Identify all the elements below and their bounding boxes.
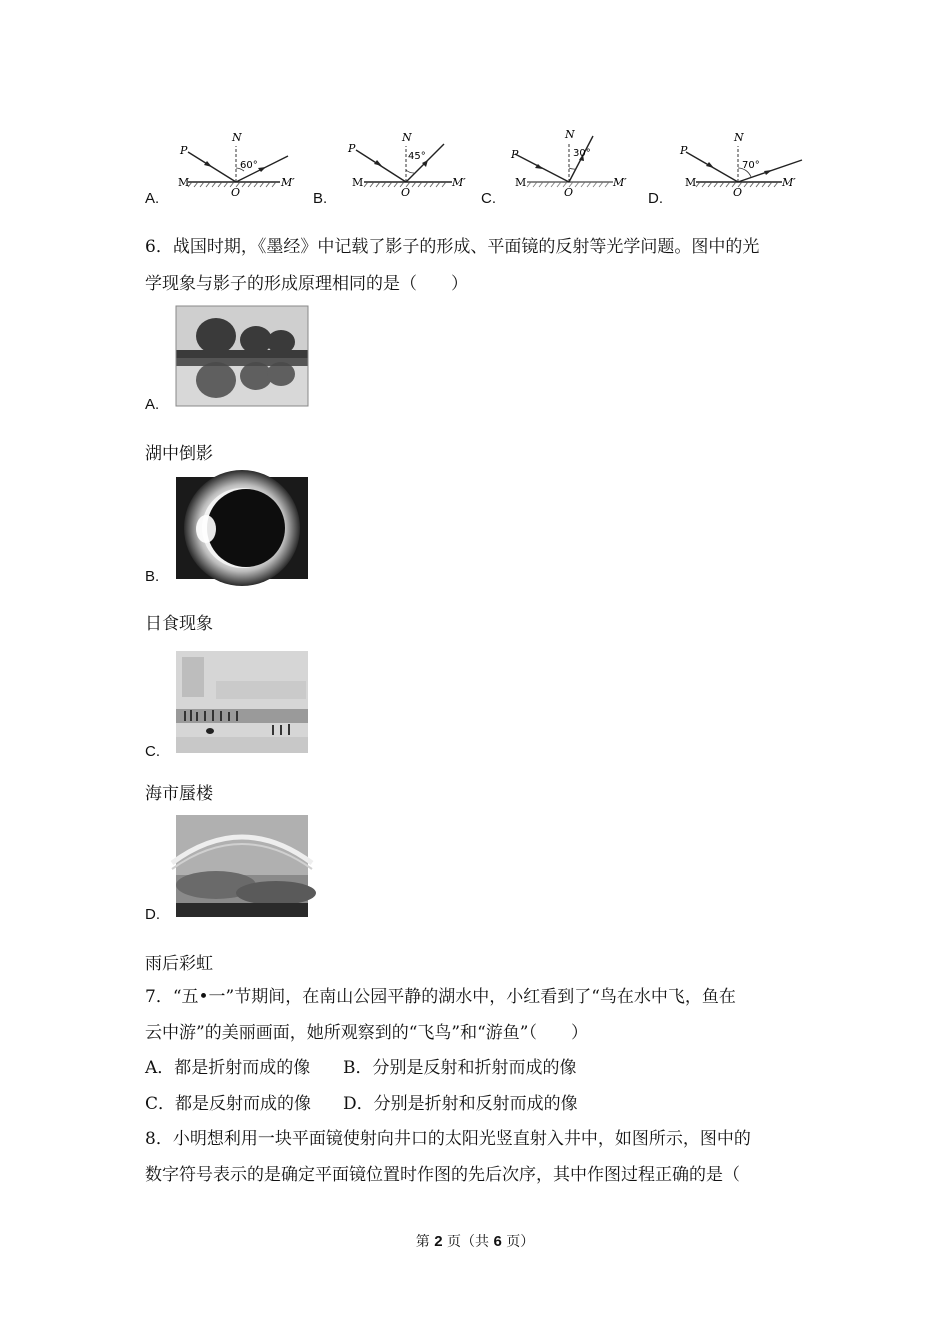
photo-lake-reflection [176,306,308,406]
q6-option-d-caption: 雨后彩虹 [145,954,213,974]
label-m: M [178,176,190,189]
q8-stem-line2: 数字符号表示的是确定平面镜位置时作图的先后次序，其中作图过程正确的是（ [145,1165,740,1185]
q7-stem-line2: 云中游”的美丽画面，她所观察到的“飞鸟”和“游鱼”（ ） [145,1023,588,1043]
page-footer [0,1231,950,1251]
label-n: N [232,131,242,144]
q6-option-a-letter: A. [145,396,160,413]
label-m: M [685,176,697,189]
q6-option-b-letter: B. [145,568,160,585]
angle-label: 45° [408,151,426,162]
q5-option-c-letter: C. [481,190,496,207]
q6-stem-line1: 6．战国时期，《墨经》中记载了影子的形成、平面镜的反射等光学问题。图中的光 [145,237,760,257]
label-p: P [511,148,519,161]
q7-option-d: D．分别是折射和反射而成的像 [343,1094,578,1114]
q6-option-c-caption: 海市蜃楼 [145,784,213,804]
label-m-prime: M′ [452,176,466,189]
footer-post: 页） [506,1234,535,1250]
q6-option-a-caption: 湖中倒影 [145,444,213,464]
label-p: P [180,144,188,157]
photo-rainbow [176,815,308,915]
q6-option-c-letter: C. [145,743,160,760]
angle-label: 60° [240,160,258,171]
angle-label: 30° [573,148,591,159]
label-o: O [231,186,241,199]
label-p: P [348,142,356,155]
q5-diagram-b [338,128,478,199]
label-n: N [565,128,575,141]
label-n: N [402,131,412,144]
footer-total-pages: 6 [493,1233,502,1250]
q5-option-a-letter: A. [145,190,160,207]
q7-option-c: C．都是反射而成的像 [145,1094,312,1114]
q7-option-a: A．都是折射而成的像 [145,1058,311,1078]
angle-label: 70° [742,160,760,171]
photo-solar-eclipse [176,477,308,577]
label-o: O [733,186,743,199]
q7-option-b: B．分别是反射和折射而成的像 [343,1058,577,1078]
q7-stem-line1: 7．“五•一”节期间，在南山公园平静的湖水中，小红看到了“鸟在水中飞，鱼在 [145,987,736,1007]
q5-diagram-c [505,128,645,199]
q6-option-b-caption: 日食现象 [145,614,213,634]
label-m-prime: M′ [782,176,796,189]
label-m: M [352,176,364,189]
footer-mid: 页（共 [447,1234,489,1250]
footer-pre: 第 [415,1234,430,1250]
label-n: N [734,131,744,144]
label-o: O [564,186,574,199]
label-o: O [401,186,411,199]
q5-option-d-letter: D. [648,190,663,207]
q6-stem-line2: 学现象与影子的形成原理相同的是（ ） [145,274,468,294]
q5-diagram-d [672,128,812,199]
label-m-prime: M′ [613,176,627,189]
q5-option-b-letter: B. [313,190,328,207]
photo-mirage [176,651,308,751]
footer-page-number: 2 [434,1233,443,1250]
q5-diagram-a [168,128,308,199]
label-m: M [515,176,527,189]
q8-stem-line1: 8．小明想利用一块平面镜使射向井口的太阳光竖直射入井中，如图所示，图中的 [145,1129,751,1149]
label-p: P [680,144,688,157]
label-m-prime: M′ [281,176,295,189]
q6-option-d-letter: D. [145,906,160,923]
